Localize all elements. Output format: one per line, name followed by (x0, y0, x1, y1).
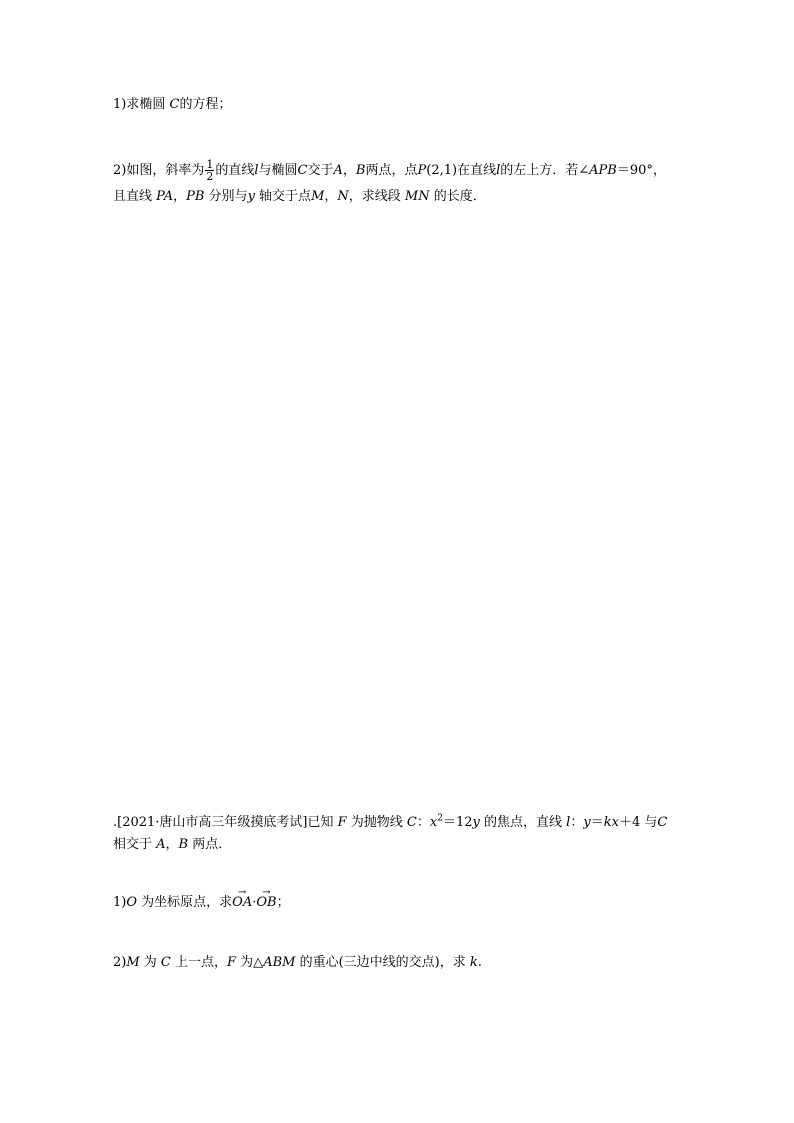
var-A: A (333, 163, 343, 178)
var-F: F (227, 955, 237, 970)
var-M: M (311, 189, 325, 204)
text: 2)如图，斜率为 (113, 163, 205, 178)
text: 2) (113, 955, 127, 970)
var-y: y (247, 189, 255, 204)
var-PB: PB (186, 189, 205, 204)
var-PA: PA (156, 189, 174, 204)
var-k: k (469, 955, 478, 970)
text: ， (342, 163, 356, 178)
q1-part2-line2 (113, 188, 486, 206)
text: 两点． (188, 837, 232, 852)
var-C: C (406, 815, 417, 830)
vector-OA: → OA (232, 894, 252, 912)
var-C: C (169, 97, 180, 112)
var-C: C (297, 163, 308, 178)
text: ，求线段 (348, 189, 405, 204)
fraction-one-half (205, 159, 214, 182)
var-x: x (429, 815, 438, 830)
var-P: P (417, 163, 427, 178)
text: 1)求椭圆 (113, 97, 170, 112)
text: 与椭圆 (258, 163, 298, 178)
var-B: B (355, 163, 366, 178)
text: ， (173, 189, 187, 204)
text: 的长度． (429, 189, 486, 204)
text: 为坐标原点，求 (137, 895, 233, 910)
var-C: C (657, 815, 668, 830)
text: 为△ (236, 955, 264, 970)
dot-operator: · (252, 895, 257, 910)
var-MN: MN (404, 189, 430, 204)
text: 相交于 (113, 837, 157, 852)
text: . (477, 955, 482, 970)
var-l: l (254, 163, 259, 178)
text: 分别与 (204, 189, 248, 204)
q1-part1 (113, 96, 231, 114)
text: 的焦点，直线 (479, 815, 567, 830)
text: 上一点， (170, 955, 228, 970)
text: ： (570, 815, 584, 830)
var-M: M (126, 955, 140, 970)
text: 的重心(三边中线的交点)，求 (295, 955, 470, 970)
text: ＝12 (442, 815, 473, 830)
text: 在直线 (457, 163, 497, 178)
var-ABM: ABM (263, 955, 296, 970)
var-N: N (337, 189, 349, 204)
text: ＝90°， (616, 163, 666, 178)
q2-stem-line1 (113, 814, 667, 832)
q1-part2-line1 (113, 159, 666, 182)
text: .[2021·唐山市高三年级摸底考试]已知 (113, 815, 338, 830)
text: ， (324, 189, 338, 204)
point-coords: (2,1) (426, 163, 458, 178)
text: 且直线 (113, 189, 157, 204)
text: ＝ (590, 815, 604, 830)
text: 的左上方．若∠ (500, 163, 590, 178)
text: 1) (113, 895, 127, 910)
text: ： (416, 815, 430, 830)
var-k: k (603, 815, 612, 830)
var-F: F (337, 815, 347, 830)
text: 轴交于点 (254, 189, 312, 204)
fraction-denominator: 2 (206, 170, 214, 183)
text: 的方程； (179, 97, 232, 112)
text: 两点，点 (365, 163, 418, 178)
text: 为 (139, 955, 161, 970)
fraction-numerator: 1 (206, 158, 214, 171)
var-C: C (160, 955, 171, 970)
text: 为抛物线 (346, 815, 407, 830)
text: 的直线 (215, 163, 255, 178)
var-l: l (566, 815, 571, 830)
var-y: y (583, 815, 591, 830)
text: 交于 (307, 163, 334, 178)
text: ＋4 与 (618, 815, 658, 830)
q2-part1 (113, 894, 290, 912)
var-A: A (156, 837, 166, 852)
text: ； (276, 895, 290, 910)
var-B: B (178, 837, 189, 852)
var-O: O (126, 895, 138, 910)
var-l: l (496, 163, 501, 178)
q2-stem-line2 (113, 836, 231, 854)
exponent: 2 (437, 813, 443, 824)
var-APB: APB (589, 163, 617, 178)
q2-part2 (113, 954, 482, 972)
var-y: y (472, 815, 480, 830)
text: ， (165, 837, 179, 852)
var-x: x (611, 815, 619, 830)
vector-OB: → OB (256, 894, 276, 912)
